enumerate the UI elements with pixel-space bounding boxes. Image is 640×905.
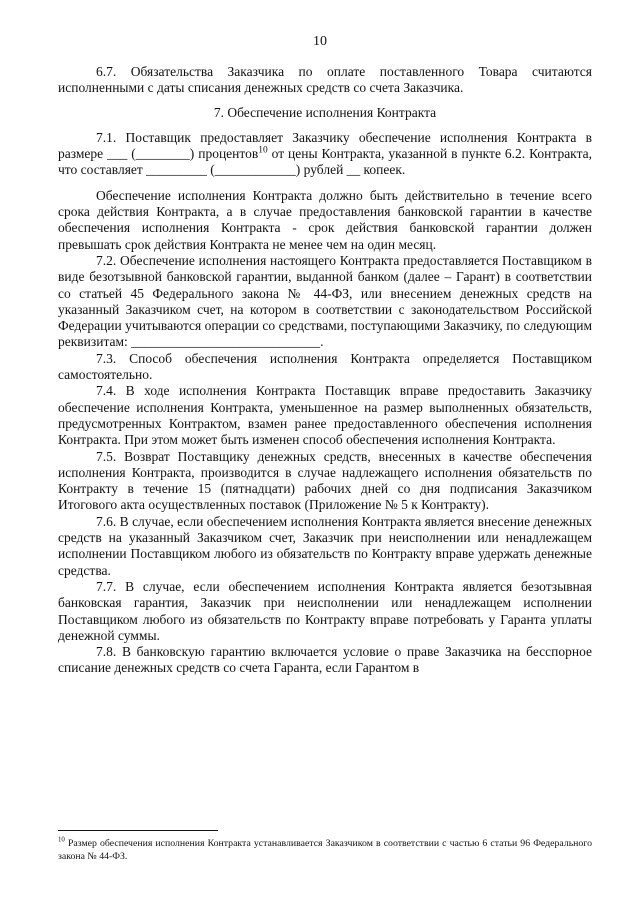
footnote-separator bbox=[58, 830, 218, 831]
paragraph-7-1-validity: Обеспечение исполнения Контракта должно быть действительно в течение всего срока действия Контракта, а в случае предоставления банковской гарантии в качестве обеспечения исполнения Контракта - срок действия банковской гарантии должен превышать срок действия Контракта не менее чем на один месяц. bbox=[58, 187, 592, 252]
footnote bbox=[58, 838, 592, 863]
section-title: 7. Обеспечение исполнения Контракта bbox=[213, 104, 437, 120]
paragraph-7-1-part-b: от цены Контракта, указанной в пункте 6.2. Контракта, что составляет _________ (____________) рублей __ копеек. bbox=[58, 146, 592, 178]
paragraph-7-1 bbox=[58, 130, 592, 179]
paragraph-7-6: 7.6. В случае, если обеспечением исполнения Контракта является внесение денежных средств на указанный Заказчиком счет, Заказчик при неисполнении или ненадлежащем исполнении Поставщиком любого из обязательств по Контракту вправе удержать денежные средства. bbox=[58, 513, 592, 578]
paragraph-7-4: 7.4. В ходе исполнения Контракта Поставщик вправе предоставить Заказчику обеспечение исполнения Контракта, уменьшенное на размер выполненных обязательств, предусмотренных Контрактом, взамен ранее предоставленного обеспечения исполнения Контракта. При этом может быть изменен способ обеспечения исполнения Контракта. bbox=[58, 383, 592, 448]
footnote-mark: 10 bbox=[58, 836, 65, 844]
paragraph-7-3: 7.3. Способ обеспечения исполнения Контракта определяется Поставщиком самостоятельно. bbox=[58, 350, 592, 383]
footnote-reference: 10 bbox=[258, 145, 268, 156]
document-body bbox=[58, 64, 592, 677]
paragraph-7-2: 7.2. Обеспечение исполнения настоящего Контракта предоставляется Поставщиком в виде безотзывной банковской гарантии, выданной банком (далее – Гарант) в соответствии со статьей 45 Федерального закона № 44-ФЗ, или внесением денежных средств на указанный Заказчиком счет, на котором в соответствии с законодательством Российской Федерации учитываются операции со средствами, поступающими Заказчику, по следующим реквизитам: ____________________________. bbox=[58, 252, 592, 350]
page-number: 10 bbox=[313, 34, 327, 49]
paragraph-7-7: 7.7. В случае, если обеспечением исполнения Контракта является безотзывная банковская гарантия, Заказчик при неисполнении или ненадлежащем исполнении Поставщиком любого из обязательств по Контракту вправе потребовать у Гаранта уплаты денежной суммы. bbox=[58, 578, 592, 643]
paragraph-7-5: 7.5. Возврат Поставщику денежных средств, внесенных в качестве обеспечения исполнения Контракта, производится в случае надлежащего исполнения обязательств по Контракту в течение 15 (пятнадцати) рабочих дней со дня подписания Заказчиком Итогового акта осуществленных поставок (Приложение № 5 к Контракту). bbox=[58, 448, 592, 513]
paragraph-7-8: 7.8. В банковскую гарантию включается условие о праве Заказчика на бесспорное списание денежных средств со счета Гаранта, если Гарантом в bbox=[58, 644, 592, 676]
footnote-text: Размер обеспечения исполнения Контракта устанавливается Заказчиком в соответствии с частью 6 статьи 96 Федерального закона № 44-ФЗ. bbox=[58, 838, 592, 862]
paragraph-7-1-part-a: 7.1. Поставщик предоставляет Заказчику обеспечение исполнения Контракта в размере ___ (________) процентов bbox=[58, 129, 592, 162]
paragraph-6-7: 6.7. Обязательства Заказчика по оплате поставленного Товара считаются исполненными с даты списания денежных средств со счета Заказчика. bbox=[58, 64, 592, 96]
